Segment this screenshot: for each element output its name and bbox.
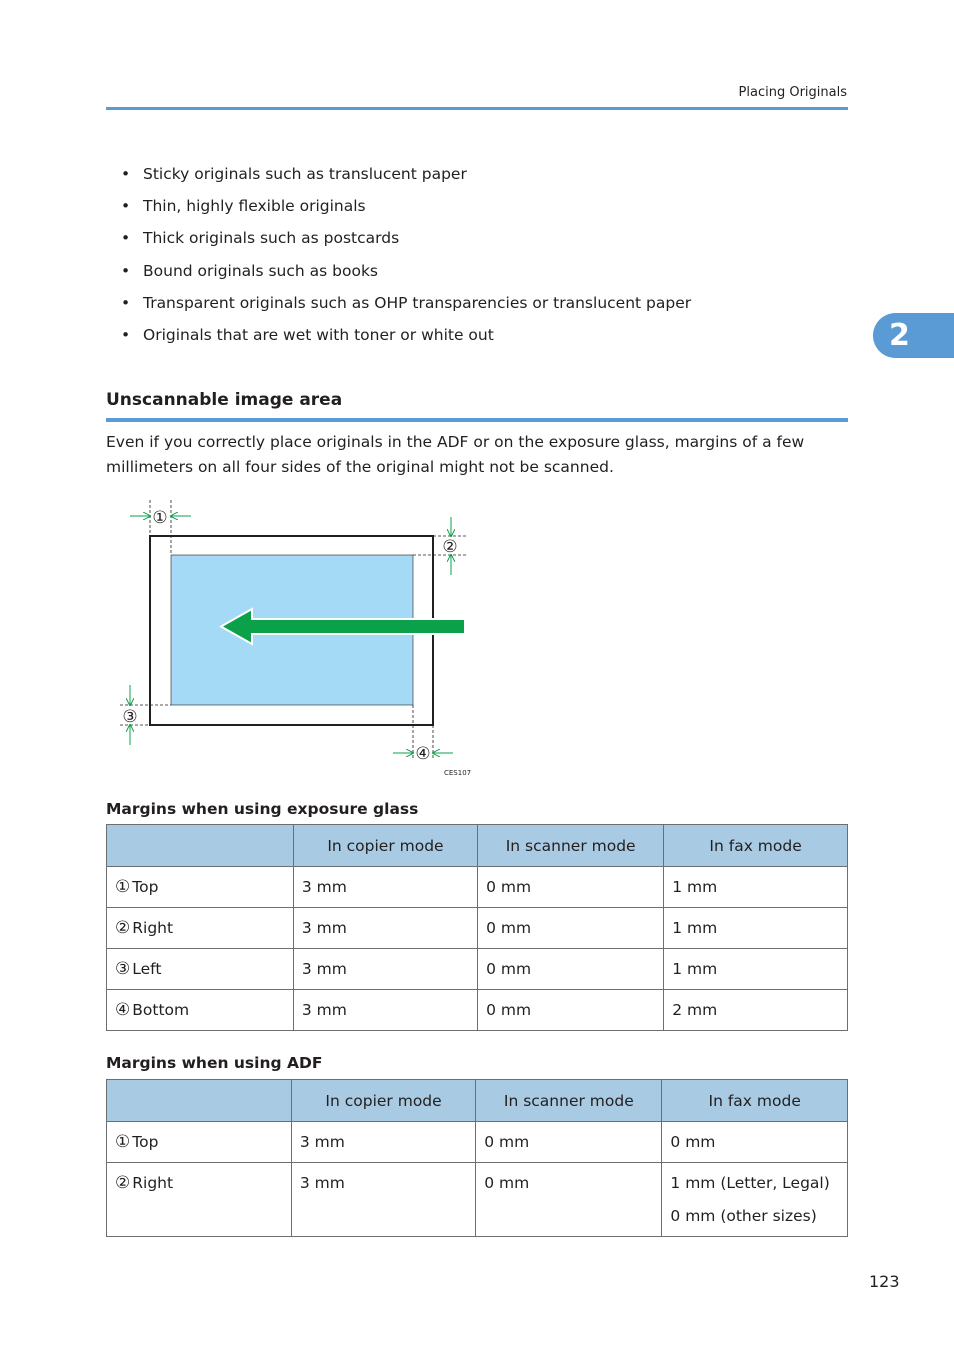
section-heading: Unscannable image area (106, 390, 343, 410)
list-item: • Transparent originals such as OHP transparencies or translucent paper (106, 291, 848, 315)
fax-cell (662, 1163, 848, 1237)
row-label-cell (107, 949, 294, 990)
callout-marker: ② (115, 1173, 131, 1193)
row-label: Right (132, 1174, 174, 1192)
row-label: Bottom (132, 1001, 190, 1019)
list-item: • Bound originals such as books (106, 259, 848, 283)
column-header: In scanner mode (476, 1080, 662, 1122)
scanner-cell: 0 mm (476, 1122, 662, 1163)
row-label-cell (107, 990, 294, 1031)
table-row (107, 990, 848, 1031)
intro-paragraph: Even if you correctly place originals in the ADF or on the exposure glass, margins of a few millimeters on all four sides of the original might not be scanned. (106, 433, 805, 476)
table-header-row (107, 825, 848, 867)
table-row (107, 949, 848, 990)
list-item: • Thin, highly flexible originals (106, 194, 848, 218)
row-label: Top (132, 878, 159, 896)
header-rule (106, 107, 848, 110)
row-label-cell (107, 1163, 292, 1237)
table-row (107, 1122, 848, 1163)
figure-code: CES107 (444, 769, 472, 777)
row-label-cell (107, 1122, 292, 1163)
column-header (107, 1080, 292, 1122)
fax-cell: 0 mm (662, 1122, 848, 1163)
copier-cell: 3 mm (291, 1163, 475, 1237)
row-label-cell (107, 908, 294, 949)
table-row (107, 908, 848, 949)
column-header: In copier mode (293, 825, 477, 867)
fax-cell: 2 mm (664, 990, 848, 1031)
column-header: In fax mode (664, 825, 848, 867)
callout-marker: ③ (115, 959, 131, 979)
fax-cell: 1 mm (664, 867, 848, 908)
copier-cell: 3 mm (293, 867, 477, 908)
scanner-cell: 0 mm (476, 1163, 662, 1237)
row-label-cell (107, 867, 294, 908)
scanner-cell: 0 mm (478, 908, 664, 949)
callout-marker: ② (115, 918, 131, 938)
unsuitable-originals-list (106, 162, 848, 355)
table-row (107, 1163, 848, 1237)
callout-marker: ① (115, 1132, 131, 1152)
scan-area-diagram (100, 495, 480, 785)
fax-value: 1 mm (Letter, Legal) (670, 1174, 830, 1192)
fax-cell: 1 mm (664, 908, 848, 949)
row-label: Left (132, 960, 162, 978)
glass-margins-table (106, 824, 848, 1031)
section-rule (106, 418, 848, 422)
callout-1: ① (152, 508, 168, 528)
list-item: • Thick originals such as postcards (106, 226, 848, 250)
copier-cell: 3 mm (293, 908, 477, 949)
table-header-row (107, 1080, 848, 1122)
running-header: Placing Originals (738, 85, 847, 100)
table-row (107, 867, 848, 908)
copier-cell: 3 mm (293, 949, 477, 990)
chapter-number: 2 (889, 318, 910, 353)
callout-4: ④ (415, 744, 431, 764)
column-header: In scanner mode (478, 825, 664, 867)
callout-marker: ① (115, 877, 131, 897)
callout-2: ② (442, 537, 458, 557)
list-item: • Originals that are wet with toner or white out (106, 323, 848, 347)
scanner-cell: 0 mm (478, 867, 664, 908)
copier-cell: 3 mm (291, 1122, 475, 1163)
row-label: Top (132, 1133, 159, 1151)
page-number: 123 (869, 1272, 900, 1291)
scanner-cell: 0 mm (478, 949, 664, 990)
glass-table-heading: Margins when using exposure glass (106, 800, 419, 818)
list-item: • Sticky originals such as translucent paper (106, 162, 848, 186)
column-header: In copier mode (291, 1080, 475, 1122)
column-header: In fax mode (662, 1080, 848, 1122)
copier-cell: 3 mm (293, 990, 477, 1031)
callout-marker: ④ (115, 1000, 131, 1020)
adf-margins-table (106, 1079, 848, 1237)
row-label: Right (132, 919, 174, 937)
chapter-tab (873, 313, 954, 358)
scanner-cell: 0 mm (478, 990, 664, 1031)
adf-table-heading: Margins when using ADF (106, 1054, 323, 1072)
fax-cell: 1 mm (664, 949, 848, 990)
column-header (107, 825, 294, 867)
fax-value-extra: 0 mm (other sizes) (670, 1207, 817, 1225)
callout-3: ③ (122, 707, 138, 727)
